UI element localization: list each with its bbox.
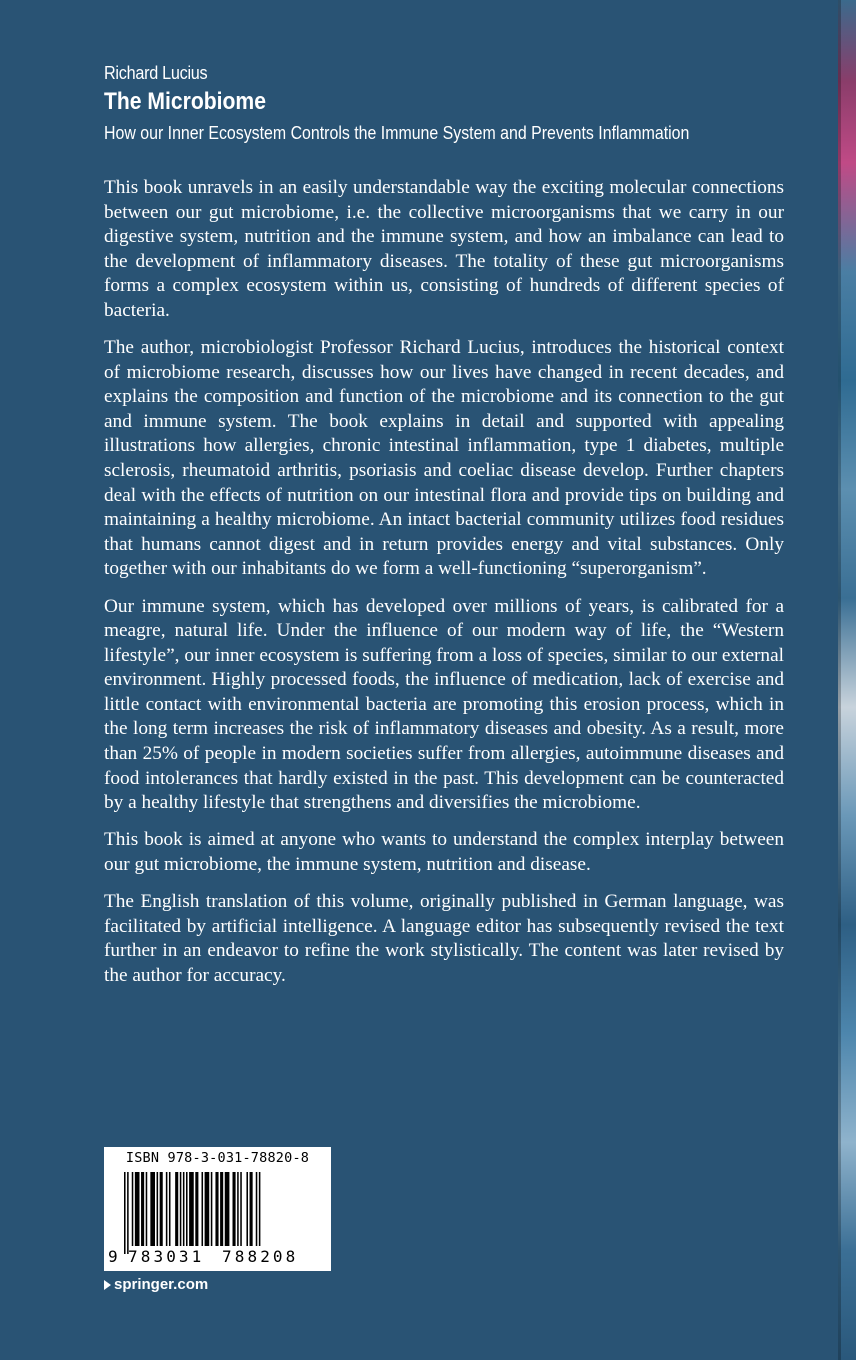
- barcode-bar: [166, 1172, 168, 1246]
- barcode-bar: [233, 1172, 236, 1246]
- barcode-bar: [215, 1172, 218, 1246]
- publisher-link[interactable]: [104, 1276, 208, 1293]
- barcode-bar: [220, 1172, 223, 1246]
- blurb-paragraph: This book is aimed at anyone who wants to understand the complex interplay between our gut microbiome, the immune system, nutrition and disease.: [104, 829, 784, 875]
- spine-shadow: [838, 0, 841, 1360]
- publisher-link-text: springer.com: [114, 1276, 209, 1293]
- barcode-bar: [183, 1172, 185, 1246]
- barcode-bar: [157, 1172, 159, 1246]
- barcode-bar: [141, 1172, 144, 1246]
- book-subtitle: How our Inner Ecosystem Controls the Immune System and Prevents Inflammation: [104, 122, 690, 143]
- blurb-paragraph: The English translation of this volume, originally published in German language, was facilitated by artificial intelligence. A language editor has subsequently revised the text further in an endeavor to refine the work stylistically. The content was later revised by the author for accuracy.: [104, 891, 784, 986]
- barcode-bar: [211, 1172, 213, 1246]
- author-name: Richard Lucius: [104, 63, 208, 83]
- barcode-bar: [180, 1172, 182, 1246]
- barcode-bar: [189, 1172, 194, 1246]
- isbn-barcode: [104, 1147, 331, 1271]
- barcode-bar: [132, 1172, 134, 1246]
- barcode-bar: [150, 1172, 155, 1246]
- barcode-bar: [246, 1172, 248, 1246]
- barcode-bar: [259, 1172, 261, 1246]
- barcode-bar: [146, 1172, 148, 1246]
- barcode-bar: [256, 1172, 258, 1246]
- isbn-label: ISBN 978-3-031-78820-8: [125, 1150, 310, 1166]
- barcode-digit-group-right: 788208: [222, 1247, 299, 1266]
- book-title: The Microbiome: [104, 88, 266, 115]
- barcode-bar: [124, 1172, 126, 1254]
- barcode-bar: [160, 1172, 163, 1246]
- blurb-paragraph: Our immune system, which has developed over millions of years, is calibrated for a meagre, natural life. Under the influence of our modern way of life, the “Western lifestyle”, our inner ecosystem is suffering from a loss of species, similar to our external environment. Highly processed foods, the influence of medication, lack of exercise and little contact with environmental bacteria are promoting this erosion process, which in the long term increases the risk of inflammatory diseases and obesity. As a result, more than 25% of people in modern societies suffer from allergies, autoimmune diseases and food intolerances that hardly existed in the past. This development can be counteracted by a healthy lifestyle that strengthens and diversifies the microbiome.: [104, 595, 784, 814]
- arrow-right-icon: [104, 1280, 111, 1290]
- blurb-paragraph: This book unravels in an easily understandable way the exciting molecular connections between our gut microbiome, i.e. the collective microorganisms that we carry in our digestive system, nutrition and the immune system, and how an imbalance can lead to the development of inflammatory diseases. The totality of these gut microorganisms forms a complex ecosystem within us, consisting of hundreds of different species of bacteria.: [104, 177, 784, 321]
- barcode-bar: [205, 1172, 210, 1246]
- barcode-bar: [175, 1172, 178, 1246]
- barcode-bar: [169, 1172, 171, 1246]
- barcode-bar: [202, 1172, 204, 1246]
- blurb-paragraph: The author, microbiologist Professor Richard Lucius, introduces the historical context of microbiome research, discusses how our lives have changed in recent decades, and explains the composition and function of the microbiome and its connection to the gut and immune system. The book explains in detail and supported with appealing illustrations how allergies, chronic intestinal inflammation, type 1 diabetes, multiple sclerosis, rheumatoid arthritis, psoriasis and coeliac disease develop. Further chapters deal with the effects of nutrition on our intestinal flora and provide tips on building and maintaining a healthy microbiome. An intact bacterial community utilizes food residues that humans cannot digest and in return provides energy and vital substances. Only together with our inhabitants do we form a well-functioning “superorganism”.: [104, 337, 784, 580]
- barcode-bars: [122, 1172, 312, 1254]
- barcode-bar: [240, 1172, 242, 1246]
- barcode-bar: [186, 1172, 188, 1246]
- book-header: [104, 60, 804, 146]
- barcode-bar: [195, 1172, 198, 1246]
- blurb-text: [104, 176, 784, 1001]
- barcode-digit-group-left: 783031: [128, 1247, 205, 1266]
- barcode-bar: [135, 1172, 140, 1246]
- barcode-bar: [237, 1172, 239, 1246]
- barcode-bar: [127, 1172, 129, 1254]
- barcode-digit-lead: 9: [108, 1247, 118, 1266]
- barcode-bar: [225, 1172, 230, 1246]
- barcode-bar: [250, 1172, 253, 1246]
